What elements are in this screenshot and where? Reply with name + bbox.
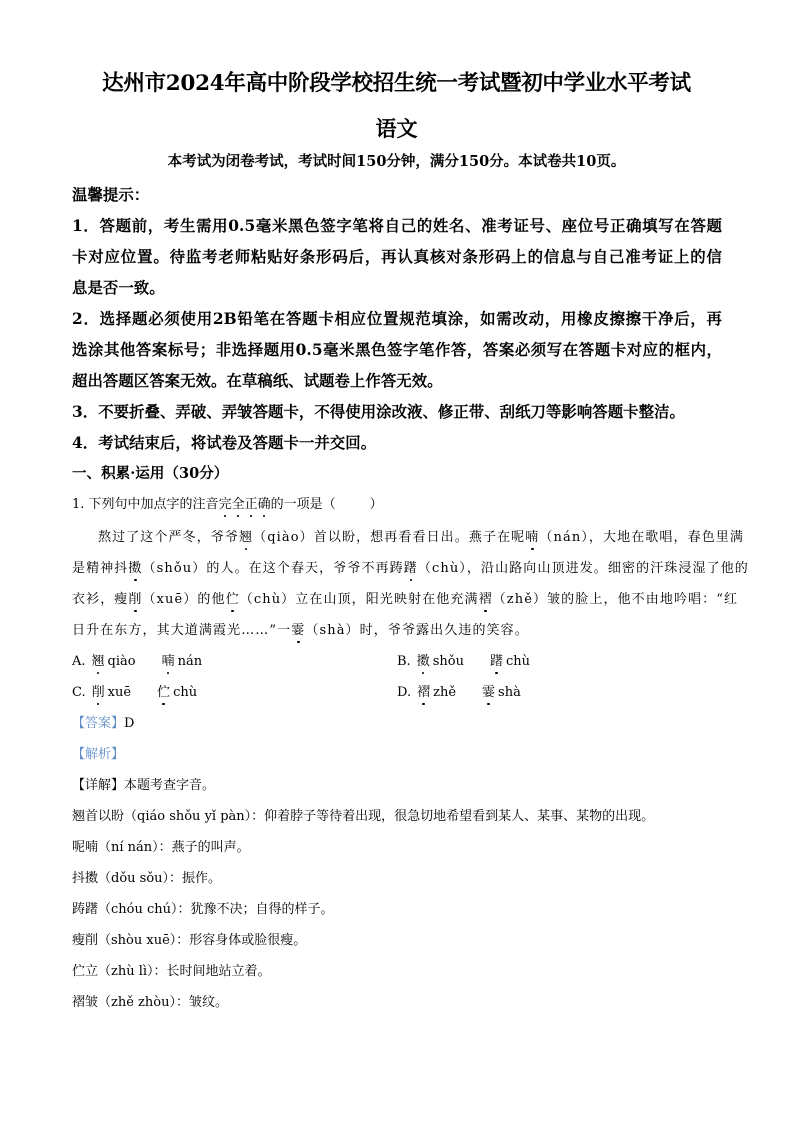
- dotted-emphasis: [219, 497, 271, 512]
- answer-value: D: [124, 716, 135, 731]
- dotted-char: 正: [244, 497, 258, 512]
- tip-line: 超出答题区答案无效。在草稿纸、试题卷上作答无效。: [72, 372, 443, 390]
- dotted-char: 翘: [239, 530, 254, 545]
- page-title: 达州市2024年高中阶段学校招生统一考试暨初中学业水平考试: [102, 71, 691, 96]
- passage-line: [72, 619, 722, 638]
- passage-text: 熬过了这个严冬，爷爷: [98, 530, 240, 545]
- tip-line: 4．考试结束后，将试卷及答题卡一并交回。: [72, 434, 377, 452]
- detail-text: 本题考查字音。: [124, 778, 216, 793]
- option-pinyin: nán: [177, 654, 203, 669]
- option-b[interactable]: [397, 650, 530, 669]
- passage-text: （chù）立在山顶，阳光映射在他充满: [239, 592, 479, 607]
- option-char: 翘: [92, 650, 105, 669]
- dotted-char: 全: [231, 497, 245, 512]
- dotted-char: 躇: [403, 561, 418, 576]
- passage-text: （chù），沿山路向山顶进发。细密的汗珠浸湿了他的: [417, 561, 749, 576]
- vocab-entry: 抖擞（dǒu sǒu）：振作。: [72, 871, 222, 886]
- dotted-char: 削: [128, 592, 143, 607]
- option-label: B.: [397, 654, 411, 669]
- option-char: 躇: [489, 654, 503, 669]
- section-heading: 一、积累·运用（30分）: [72, 465, 229, 482]
- subject-title: 语文: [375, 116, 418, 141]
- answer-line: [72, 712, 722, 731]
- option-d[interactable]: [397, 681, 521, 700]
- dotted-char: 伫: [225, 592, 240, 607]
- option-pinyin: shà: [498, 685, 521, 700]
- option-pinyin: chù: [173, 685, 198, 700]
- option-char: 喃: [161, 654, 175, 669]
- option-c[interactable]: [72, 681, 197, 700]
- option-pinyin: xuē: [107, 685, 132, 700]
- vocab-entry: 呢喃（ní nán）：燕子的叫声。: [72, 840, 250, 855]
- question-stem: [72, 493, 722, 512]
- option-char: 削: [92, 681, 105, 700]
- dotted-char: 喃: [525, 530, 540, 545]
- option-pinyin: shǒu: [432, 654, 464, 669]
- passage-text: （zhě）皱的脸上，他不由地吟唱：“红: [492, 592, 739, 607]
- stem-text: 的一项是（: [270, 497, 336, 512]
- option-char: 伫: [157, 685, 171, 700]
- dotted-char: 擞: [128, 561, 143, 576]
- answer-tag: 【答案】: [72, 716, 125, 731]
- option-pinyin: chù: [505, 654, 530, 669]
- dotted-char: 褶: [478, 592, 493, 607]
- passage-text: （qiào）首以盼，想再看看日出。燕子在呢: [253, 530, 526, 545]
- passage-text: 日升在东方，其大道满霞光……”一: [72, 623, 292, 638]
- tip-line: 卡对应位置。待监考老师粘贴好条形码后，再认真核对条形码上的信息与自己准考证上的信: [72, 248, 722, 266]
- detail-line: [72, 774, 722, 793]
- passage-text: 是精神抖: [72, 561, 129, 576]
- passage-line: [72, 588, 739, 607]
- passage-text: （shà）时，爷爷露出久违的笑容。: [305, 623, 529, 638]
- passage-line: [72, 526, 745, 545]
- vocab-entry: 褶皱（zhě zhòu）：皱纹。: [72, 995, 228, 1010]
- tip-line: 3．不要折叠、弄破、弄皱答题卡，不得使用涂改液、修正带、刮纸刀等影响答题卡整洁。: [72, 403, 685, 421]
- question-number: 1.: [72, 497, 85, 512]
- option-label: C.: [72, 685, 86, 700]
- dotted-char: 确: [257, 497, 271, 512]
- option-char: 褶: [417, 681, 430, 700]
- tip-line: 选涂其他答案标号；非选择题用0.5毫米黑色签字笔作答，答案必须写在答题卡对应的框内，: [72, 341, 722, 359]
- vocab-entry: 伫立（zhù lì）：长时间地站立着。: [72, 964, 271, 979]
- option-pinyin: qiào: [107, 654, 136, 669]
- tips-heading: 温馨提示：: [72, 186, 150, 204]
- option-pinyin: zhě: [433, 685, 457, 700]
- stem-close: ）: [369, 497, 383, 512]
- option-label: A.: [72, 654, 86, 669]
- option-a[interactable]: [72, 650, 202, 669]
- analysis-line: [72, 743, 722, 762]
- dotted-char: 霎: [291, 623, 306, 638]
- tip-line: 息是否一致。: [72, 279, 165, 297]
- tip-line: 1．答题前，考生需用0.5毫米黑色签字笔将自己的姓名、准考证号、座位号正确填写在答题: [72, 217, 722, 235]
- option-char: 擞: [417, 650, 430, 669]
- vocab-entry: 瘦削（shòu xuē）：形容身体或脸很瘦。: [72, 933, 307, 948]
- option-label: D.: [397, 685, 412, 700]
- dotted-char: 完: [218, 497, 232, 512]
- exam-note: 本考试为闭卷考试，考试时间150分钟，满分150分。本试卷共10页。: [167, 153, 626, 170]
- passage-line: [72, 557, 749, 576]
- tip-line: 2．选择题必须使用2B铅笔在答题卡相应位置规范填涂，如需改动，用橡皮擦擦干净后，再: [72, 310, 722, 328]
- stem-text: 下列句中加点字的注音: [88, 497, 219, 512]
- detail-tag: 【详解】: [72, 778, 125, 793]
- passage-text: 衣衫，瘦: [72, 592, 129, 607]
- passage-text: （shǒu）的人。在这个春天，爷爷不再踌: [142, 561, 404, 576]
- vocab-entry: 翘首以盼（qiáo shǒu yǐ pàn）：仰着脖子等待着出现，很急切地希望看到某人、某事、某物的出现。: [72, 809, 655, 824]
- passage-text: （nán），大地在歌唱，春色里满: [539, 530, 745, 545]
- vocab-entry: 踌躇（chóu chú）：犹豫不决；自得的样子。: [72, 902, 334, 917]
- passage-text: （xuē）的他: [142, 592, 226, 607]
- analysis-tag: 【解析】: [72, 747, 125, 762]
- option-char: 霎: [482, 685, 496, 700]
